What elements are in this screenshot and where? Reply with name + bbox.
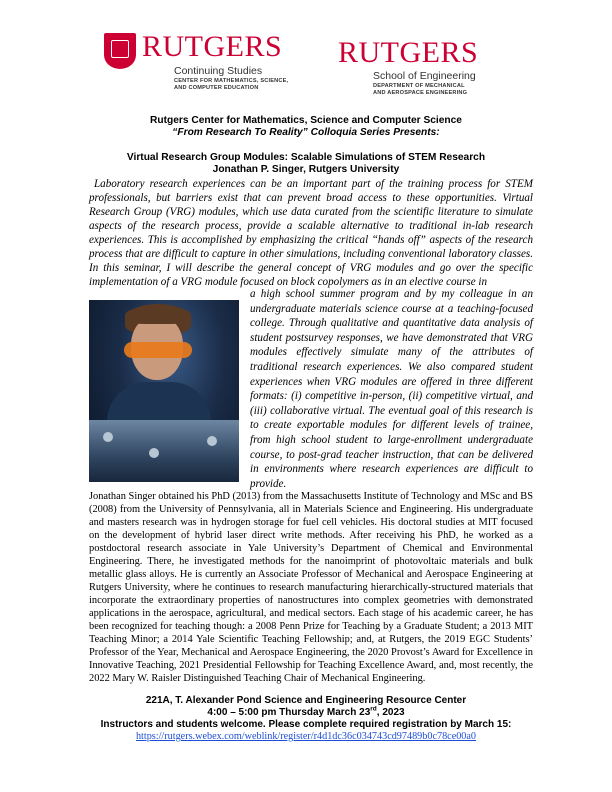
- logo-subtitle: School of Engineering: [373, 70, 476, 82]
- event-location: 221A, T. Alexander Pond Science and Engineering Resource Center: [145, 695, 467, 706]
- rutgers-shield-icon: [104, 33, 136, 69]
- logo-department: DEPARTMENT OF MECHANICAL AND AEROSPACE ENGINEERING: [373, 83, 468, 96]
- logo-school-of-engineering: [338, 38, 518, 102]
- center-heading: Rutgers Center for Mathematics, Science and Computer Science: [150, 115, 462, 126]
- series-suffix: Colloquia Series Presents:: [307, 127, 440, 138]
- logo-department: CENTER FOR MATHEMATICS, SCIENCE, AND COMPUTER EDUCATION: [174, 78, 289, 91]
- registration-note: Instructors and students welcome. Please complete required registration by March 15:: [100, 719, 512, 730]
- speaker-bio: Jonathan Singer obtained his PhD (2013) from the Massachusetts Institute of Technology and MSc and BS (2008) from the University of Pennsylvania, all in Materials Science and Engineering. His undergraduate and masters research was in hydrogen storage for fuel cell vehicles. His doctoral studies at MIT focused on the development of hybrid laser direct write methods. After receiving his PhD, he worked as a postdoctoral research associate in Yale University’s Department of Chemical and Environmental Engineering. There, he investigated methods for the nanoimprint of photovoltaic materials and bulk metallic glass alloys. He is currently an Associate Professor of Mechanical and Aerospace Engineering at Rutgers University, where he continues to research manufacturing hierarchically-structured materials that incorporate the extraordinary properties of nanostructures into complex geometries with demonstrated applications in the aerospace, agricultural, and medical sectors. Each stage of his academic career, he has been recognized for teaching though: a 2008 Penn Prize for Teaching by a Graduate Student; a 2013 MIT Teaching Minor; a 2014 Yale Scientific Teaching Fellowship; and, at Rutgers, the 2019 EGC Students’ Professor of the Year, Mechanical and Aerospace Engineering, the 2020 Provost’s Award for Excellence in Innovative Teaching, 2021 Presidential Fellowship for Teaching Excellence Award, and, most recently, the 2022 Mary W. Raisler Distinguished Teaching Chair of Mechanical Engineering.: [89, 491, 533, 684]
- logo-continuing-studies: [104, 31, 304, 95]
- speaker-name: Jonathan P. Singer, Rutgers University: [212, 164, 400, 175]
- registration-link[interactable]: https://rutgers.webex.com/weblink/register/r4d1dc36c034743cd97489b0c78ce00a0: [135, 731, 477, 742]
- speaker-photo: [89, 300, 239, 482]
- series-heading: [0, 127, 612, 139]
- abstract-paragraph: Laboratory research experiences can be an important part of the training process for STEM professionals, but barriers exist that can prevent broad access to these opportunities. Virtual Research Group (VRG) modules, which use data curated from the scientific literature to simulate aspects of the research process, provide a scalable alternative to traditional in-lab research experiences. This is accomplished by emphasizing the critical “hands off” aspects of the research process that are difficult to capture in other simulations, including conventional laboratory classes. In this seminar, I will describe the general concept of VRG modules and go over the specific implementation of a VRG module focused on block copolymers as in an elective course in: [89, 178, 533, 288]
- series-title: “From Research To Reality”: [172, 127, 308, 138]
- logo-wordmark: RUTGERS: [338, 36, 479, 69]
- logo-subtitle: Continuing Studies: [174, 65, 263, 77]
- logo-wordmark: RUTGERS: [142, 30, 283, 63]
- event-time: 4:00 – 5:00 pm Thursday March 23rd, 2023: [207, 705, 405, 718]
- talk-title: Virtual Research Group Modules: Scalable Simulations of STEM Research: [126, 152, 486, 163]
- abstract-continuation: a high school summer program and by my colleague in an undergraduate materials science course at a teaching-focused college. Through qualitative and quantitative data analysis of student postsurvey responses, we have demonstrated that VRG modules effectively simulate many of the attributes of traditional research experiences. We also compared student experiences when VRG modules are offered in three different formats: (i) competitive in-person, (ii) competitive virtual, and (iii) collaborative virtual. The eventual goal of this research is to create exportable modules for different levels of trainee, from high school student to large-enrollment undergraduate course, to post-grad teacher instruction, that can be delivered in environments where research experiences are difficult to provide.: [250, 288, 533, 490]
